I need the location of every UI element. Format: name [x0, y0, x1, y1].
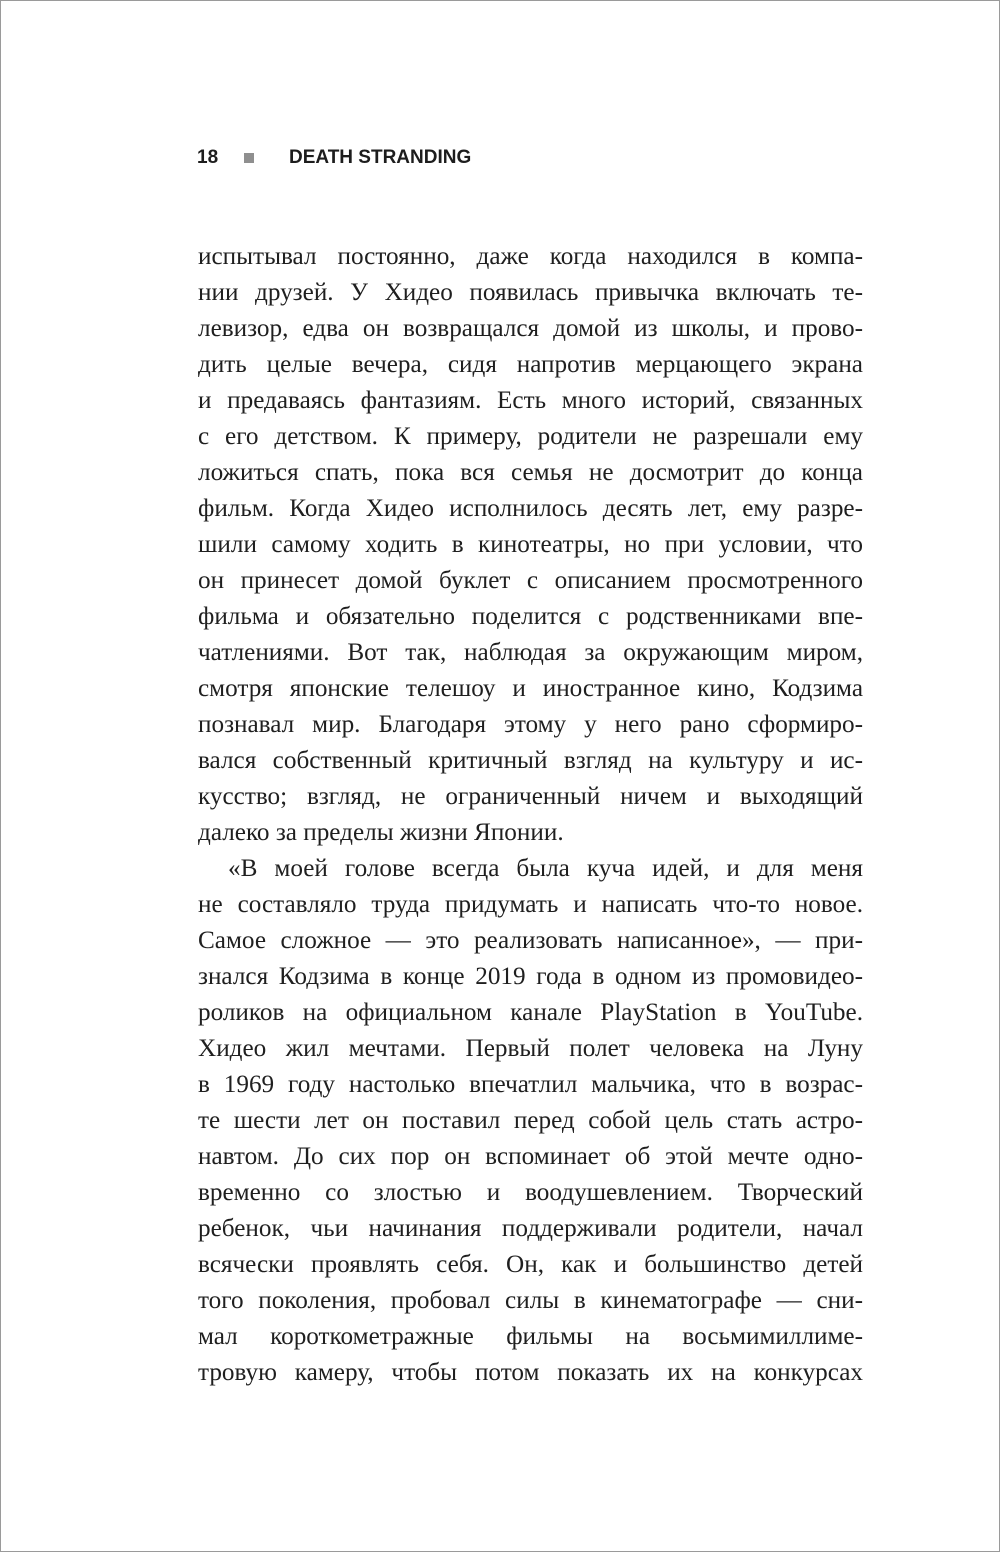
- text-line: навтом. До сих пор он вспоминает об этой мечте одно-: [198, 1143, 863, 1170]
- body-text: [198, 239, 863, 1391]
- text-line: ребенок, чьи начинания поддерживали родители, начал: [198, 1215, 863, 1242]
- text-line: испытывал постоянно, даже когда находился в компа-: [198, 243, 863, 270]
- text-line: всячески проявлять себя. Он, как и большинство детей: [198, 1251, 863, 1278]
- text-line: знался Кодзима в конце 2019 года в одном из промовидео-: [198, 963, 863, 990]
- text-line: того поколения, пробовал силы в кинематографе — сни-: [198, 1287, 863, 1314]
- text-line: левизор, едва он возвращался домой из школы, и прово-: [198, 315, 863, 342]
- text-line: в 1969 году настолько впечатлил мальчика, что в возрас-: [198, 1071, 863, 1098]
- text-line: Хидео жил мечтами. Первый полет человека на Луну: [198, 1035, 863, 1062]
- text-line: «В моей голове всегда была куча идей, и для меня: [228, 855, 863, 882]
- text-line: вался собственный критичный взгляд на культуру и ис-: [198, 747, 863, 774]
- text-line: кусство; взгляд, не ограниченный ничем и выходящий: [198, 783, 863, 810]
- text-line: нии друзей. У Хидео появилась привычка включать те-: [198, 279, 863, 306]
- text-line: чатлениями. Вот так, наблюдая за окружающим миром,: [198, 639, 863, 666]
- paragraph: [198, 851, 863, 1391]
- text-line: ложиться спать, пока вся семья не досмотрит до конца: [198, 459, 863, 486]
- paragraph: [198, 239, 863, 851]
- text-line: и предаваясь фантазиям. Есть много историй, связанных: [198, 387, 863, 414]
- text-line: не составляло труда придумать и написать что-то новое.: [198, 891, 863, 918]
- text-line: мал короткометражные фильмы на восьмимиллиме-: [198, 1323, 863, 1350]
- text-line: фильм. Когда Хидео исполнилось десять лет, ему разре-: [198, 495, 863, 522]
- text-line: временно со злостью и воодушевлением. Творческий: [198, 1179, 863, 1206]
- text-line: дить целые вечера, сидя напротив мерцающего экрана: [198, 351, 863, 378]
- text-line: он принесет домой буклет с описанием просмотренного: [198, 567, 863, 594]
- text-line: познавал мир. Благодаря этому у него рано сформиро-: [198, 711, 863, 738]
- text-line: роликов на официальном канале PlayStation в YouTube.: [198, 999, 863, 1026]
- text-line: тровую камеру, чтобы потом показать их на конкурсах: [198, 1359, 863, 1386]
- text-line: с его детством. К примеру, родители не разрешали ему: [198, 423, 863, 450]
- text-line: смотря японские телешоу и иностранное кино, Кодзима: [198, 675, 863, 702]
- text-line: далеко за пределы жизни Японии.: [198, 819, 564, 846]
- square-marker-icon: [244, 153, 254, 163]
- text-line: фильма и обязательно поделится с родственниками впе-: [198, 603, 863, 630]
- text-line: шили самому ходить в кинотеатры, но при условии, что: [198, 531, 863, 558]
- text-line: Самое сложное — это реализовать написанное», — при-: [198, 927, 863, 954]
- text-line: те шести лет он поставил перед собой цель стать астро-: [198, 1107, 863, 1134]
- page-number: 18: [197, 147, 219, 168]
- book-title: DEATH STRANDING: [289, 147, 472, 168]
